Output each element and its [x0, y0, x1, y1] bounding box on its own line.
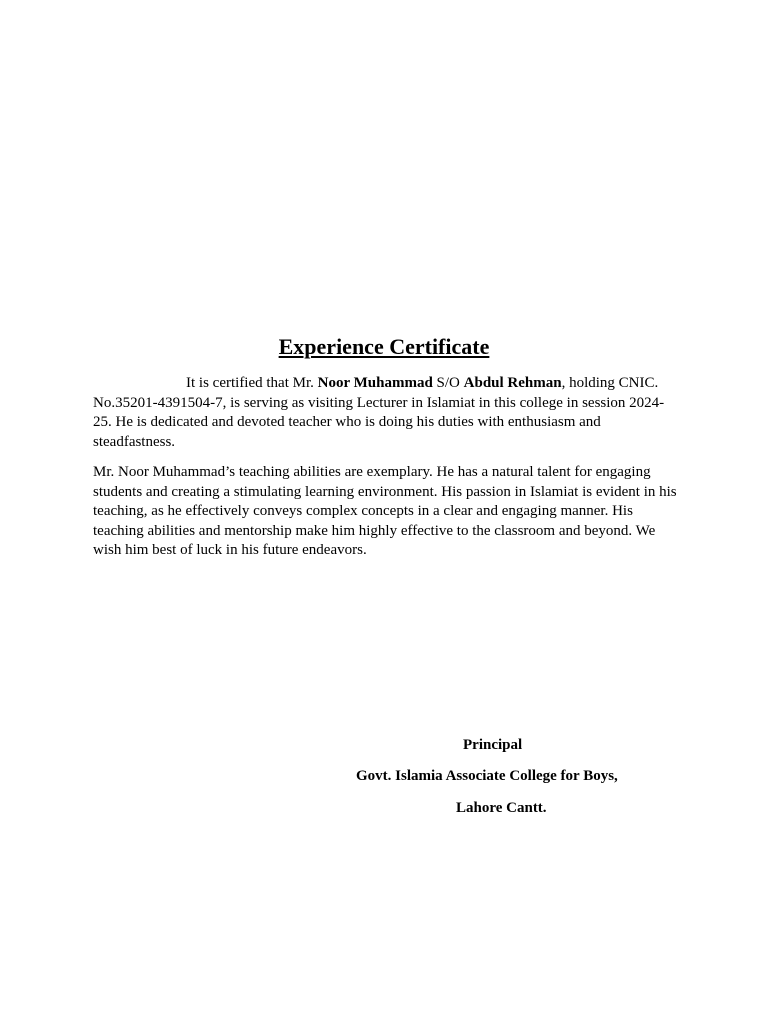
- certification-body-text: , holding CNIC. No.35201-4391504-7, is serving as visiting Lecturer in Islamiat in this college in session 2024-25. He is dedicated and devoted teacher who is doing his duties with enthusiasm and steadfastness.: [93, 375, 665, 450]
- relation-text: S/O: [432, 375, 464, 391]
- signature-designation: Principal: [463, 737, 523, 753]
- certification-lead-text: It is certified that Mr.: [186, 375, 318, 391]
- signature-institution: Govt. Islamia Associate College for Boys,: [356, 768, 618, 784]
- certificate-title: Experience Certificate: [278, 334, 490, 359]
- paragraph-appraisal: Mr. Noor Muhammad’s teaching abilities are exemplary. He has a natural talent for engaging students and creating a stimulating learning environment. His passion in Islamiat is evident in his teaching, as he effectively conveys complex concepts in a clear and engaging manner. His teaching abilities and mentorship make him highly effective to the classroom and beyond. We wish him best of luck in his future endeavors.: [93, 464, 677, 558]
- father-name: Abdul Rehman: [463, 375, 562, 391]
- signature-location: Lahore Cantt.: [456, 800, 547, 816]
- paragraph-certification: [93, 374, 677, 452]
- teacher-name: Noor Muhammad: [317, 375, 433, 391]
